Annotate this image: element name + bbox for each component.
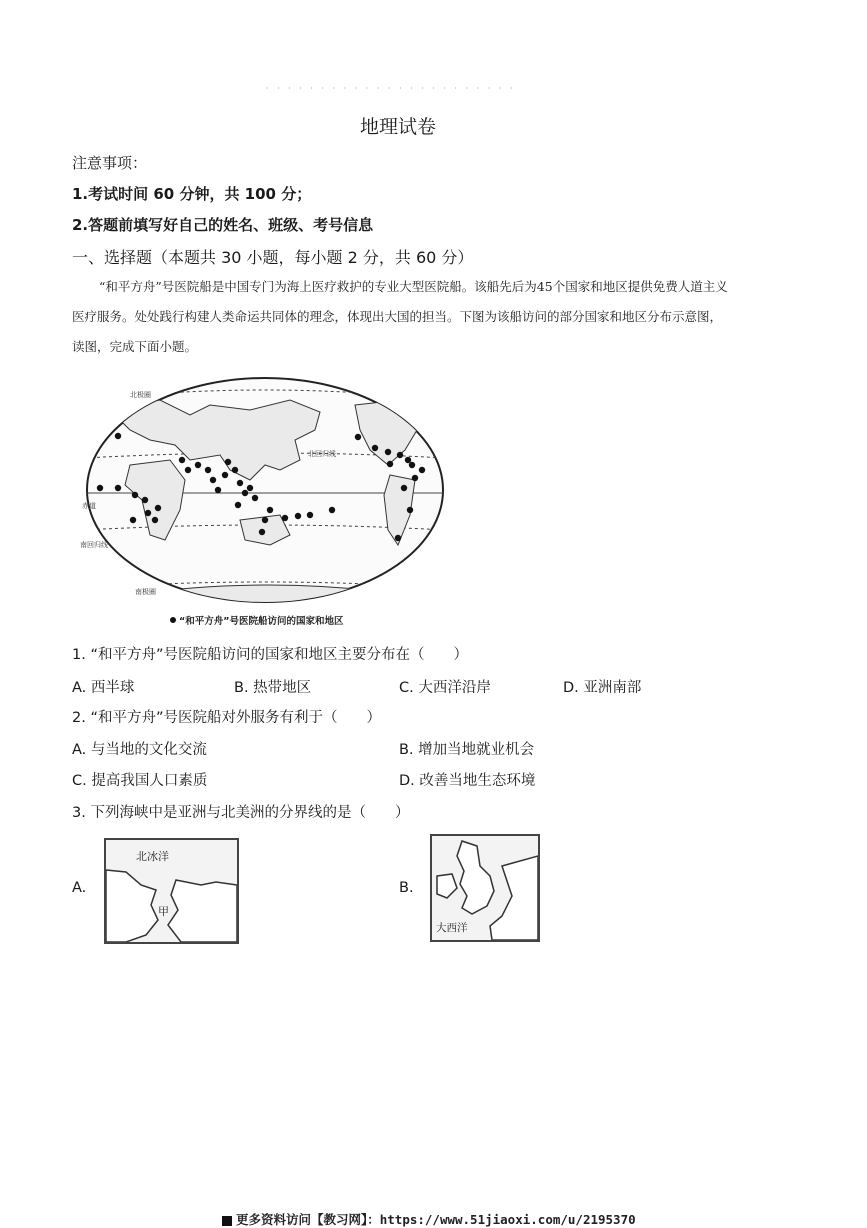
visited-dot bbox=[412, 475, 418, 481]
label-jia: 甲 bbox=[158, 905, 169, 918]
visited-dot bbox=[247, 485, 253, 491]
visited-dot bbox=[295, 513, 301, 519]
map-legend: “和平方舟”号医院船访问的国家和地区 bbox=[179, 616, 344, 627]
visited-dot bbox=[232, 467, 238, 473]
visited-dot bbox=[179, 457, 185, 463]
visited-dot bbox=[115, 485, 121, 491]
q2-option-c[interactable]: C. 提高我国人口素质 bbox=[72, 773, 208, 789]
q3-option-b[interactable]: B. bbox=[399, 880, 414, 896]
continent-shape bbox=[490, 856, 538, 940]
label-arctic-ocean: 北冰洋 bbox=[136, 850, 169, 863]
visited-dot bbox=[329, 507, 335, 513]
notice-item-1: 1.考试时间 60 分钟，共 100 分； bbox=[72, 185, 312, 203]
visited-dot bbox=[307, 512, 313, 518]
visited-dot bbox=[145, 510, 151, 516]
label-arctic-circle: 北极圈 bbox=[130, 391, 151, 399]
visited-dot bbox=[252, 495, 258, 501]
question-1-stem: 1. “和平方舟”号医院船访问的国家和地区主要分布在（ ） bbox=[72, 647, 468, 663]
visited-dot bbox=[185, 467, 191, 473]
landmass-west bbox=[106, 870, 158, 942]
q1-option-c[interactable]: C. 大西洋沿岸 bbox=[399, 680, 491, 696]
visited-dot bbox=[130, 517, 136, 523]
world-map bbox=[70, 370, 460, 632]
visited-dot bbox=[397, 452, 403, 458]
question-2-stem: 2. “和平方舟”号医院船对外服务有利于（ ） bbox=[72, 710, 381, 726]
q1-option-b[interactable]: B. 热带地区 bbox=[234, 680, 312, 696]
visited-dot bbox=[387, 461, 393, 467]
header-noise: · · · · · · · · · · · · · · · · · · · · · · · bbox=[266, 84, 516, 93]
visited-dot bbox=[267, 507, 273, 513]
question-3-stem: 3. 下列海峡中是亚洲与北美洲的分界线的是（ ） bbox=[72, 805, 410, 821]
ireland-shape bbox=[437, 874, 457, 898]
flag-icon bbox=[222, 1216, 232, 1226]
visited-dot bbox=[210, 477, 216, 483]
label-tropic-cancer: 北回归线 bbox=[308, 450, 336, 458]
notice-title: 注意事项： bbox=[72, 154, 148, 172]
visited-dot bbox=[419, 467, 425, 473]
visited-dot bbox=[237, 480, 243, 486]
visited-dot bbox=[259, 529, 265, 535]
label-atlantic: 大西洋 bbox=[436, 922, 468, 934]
label-tropic-capricorn: 南回归线 bbox=[80, 541, 108, 549]
legend-dot bbox=[170, 617, 176, 623]
q3-map-a[interactable] bbox=[104, 838, 239, 944]
visited-dot bbox=[205, 467, 211, 473]
visited-dot bbox=[222, 472, 228, 478]
q2-option-d[interactable]: D. 改善当地生态环境 bbox=[399, 773, 536, 789]
footer-text: 更多资料访问【教习网】：https://www.51jiaoxi.com/u/2195370 bbox=[236, 1212, 636, 1227]
page-title: 地理试卷 bbox=[359, 116, 436, 138]
strait-map-a bbox=[106, 840, 237, 942]
visited-dot bbox=[242, 490, 248, 496]
visited-dot bbox=[195, 462, 201, 468]
antarctica-shape bbox=[130, 585, 410, 610]
visited-dot bbox=[215, 487, 221, 493]
q3-option-a[interactable]: A. bbox=[72, 880, 87, 896]
visited-dot bbox=[407, 507, 413, 513]
visited-dot bbox=[409, 462, 415, 468]
visited-dot bbox=[225, 459, 231, 465]
landmass-east bbox=[168, 880, 237, 942]
section-heading: 一、选择题（本题共 30 小题，每小题 2 分，共 60 分） bbox=[72, 248, 474, 267]
visited-dot bbox=[282, 515, 288, 521]
visited-dot bbox=[97, 485, 103, 491]
q2-option-a[interactable]: A. 与当地的文化交流 bbox=[72, 742, 207, 758]
q3-map-b[interactable] bbox=[430, 834, 540, 942]
visited-dot bbox=[132, 492, 138, 498]
visited-dot bbox=[142, 497, 148, 503]
q2-option-b[interactable]: B. 增加当地就业机会 bbox=[399, 742, 535, 758]
reading-passage: “和平方舟”号医院船是中国专门为海上医疗救护的专业大型医院船。该船先后为45个国家和地区提供免费人道主义医疗服务。处处践行构建人类命运共同体的理念，体现出大国的担当。下图为该船访问的部分国家和地区分布示意图，读图，完成下面小题。 bbox=[72, 279, 728, 354]
visited-dot bbox=[152, 517, 158, 523]
label-antarctic-circle: 南极圈 bbox=[135, 588, 156, 596]
visited-dot bbox=[405, 457, 411, 463]
q1-option-d[interactable]: D. 亚洲南部 bbox=[563, 680, 642, 696]
visited-dot bbox=[155, 505, 161, 511]
world-map-figure bbox=[70, 370, 460, 632]
great-britain-shape bbox=[457, 841, 494, 914]
notice-item-2: 2.答题前填写好自己的姓名、班级、考号信息 bbox=[72, 216, 374, 234]
q1-option-a[interactable]: A. 西半球 bbox=[72, 680, 135, 696]
visited-dot bbox=[395, 535, 401, 541]
visited-dot bbox=[115, 433, 121, 439]
visited-dot bbox=[235, 502, 241, 508]
visited-dot bbox=[355, 434, 361, 440]
footer-link[interactable] bbox=[222, 1210, 636, 1228]
visited-dot bbox=[262, 517, 268, 523]
strait-map-b bbox=[432, 836, 538, 940]
label-equator: 赤道 bbox=[82, 502, 96, 510]
visited-dot bbox=[372, 445, 378, 451]
visited-dot bbox=[401, 485, 407, 491]
visited-dot bbox=[385, 449, 391, 455]
